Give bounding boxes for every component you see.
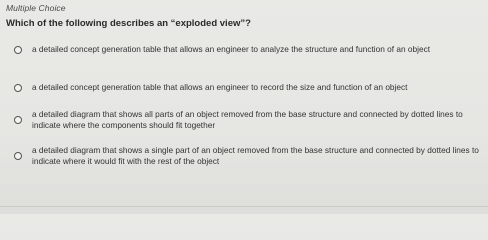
question-type-label: Multiple Choice xyxy=(6,3,66,13)
answer-option-1[interactable] xyxy=(14,44,484,55)
radio-button-icon[interactable] xyxy=(14,84,22,92)
answer-option-text: a detailed diagram that shows all parts of an object removed from the base structure and connected by dotted lines to indicate where the components should fit together xyxy=(32,109,463,130)
radio-button-icon[interactable] xyxy=(14,46,22,54)
radio-button-icon[interactable] xyxy=(14,152,22,160)
answer-option-3[interactable] xyxy=(14,109,484,131)
divider xyxy=(0,206,488,207)
radio-button-icon[interactable] xyxy=(14,116,22,124)
question-text: Which of the following describes an “exploded view”? xyxy=(6,18,251,29)
answer-option-text: a detailed diagram that shows a single part of an object removed from the base structure and connected by dotted lines to indicate where it would fit with the rest of the object xyxy=(32,145,479,166)
answer-option-4[interactable] xyxy=(14,145,484,167)
answer-option-2[interactable] xyxy=(14,82,484,93)
answer-option-text: a detailed concept generation table that allows an engineer to record the size and function of an object xyxy=(32,82,408,92)
answer-option-text: a detailed concept generation table that allows an engineer to analyze the structure and function of an object xyxy=(32,44,431,54)
